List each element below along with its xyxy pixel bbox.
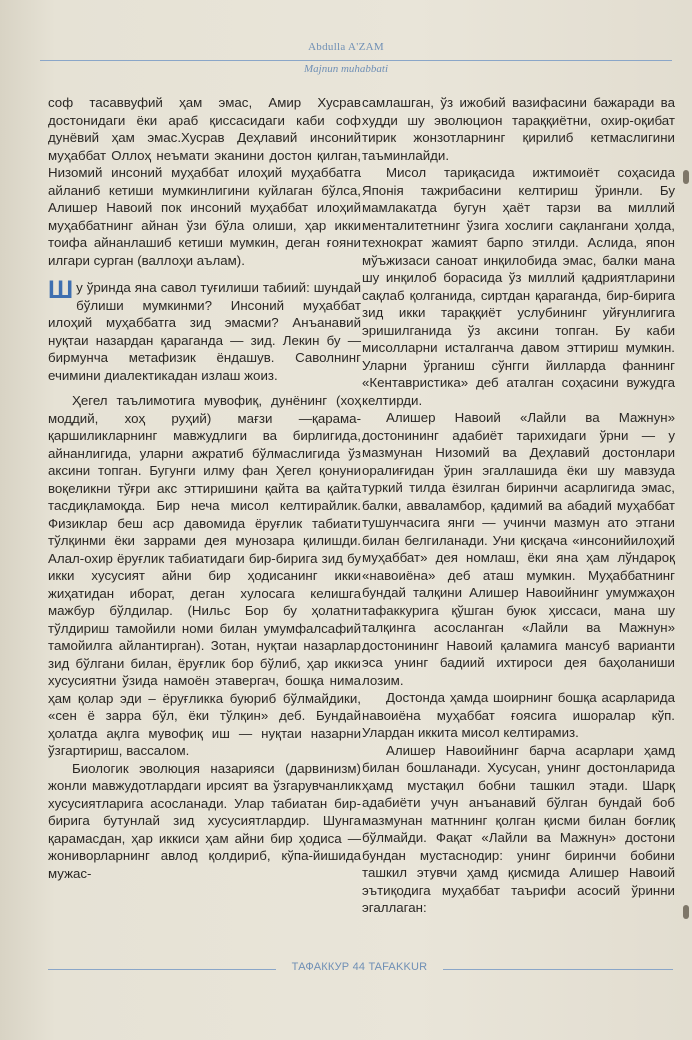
left-column — [48, 94, 361, 882]
paragraph: Ҳегел таълимотига мувофиқ, дунёнинг (хоҳ моддий, хоҳ руҳий) мағзи —қарама-қаршиликларнинг мавжудлиги ва бирлигида, айнанлигида, уларни ажратиб бўлмаслигида ўз аксини топган. Бугунги илму фан Ҳегел қонуни воқеликни тўғри акс эттиришини қайта ва қайта тасдиқламоқда. Бир неча мисол келтирайлик. Физиклар беш аср давомида ёруғлик табиати тўлқинми ёки заррами дея мунозара қилишди. Алал-охир ёруғлик табиатидаги бир-бирига зид бу икки хусусият айни бир ҳодисанинг икки жиҳатидан иборат, деган хулосага келишга мажбур бўлдилар. (Нильс Бор бу ҳолатни тўлдириш тамойили номи билан умумфалсафий тамойилга айлантирган). Зотан, нуқтаи назарлар зид бўлгани билан, ёруғлик бор бўлиб, ҳар икки хусусиятни ўзида намоён этавергач, бошқа нима ҳам қолар эди – ёруғликка буюриб бўлмайдики, «сен ё зарра бўл, ёки тўлқин» деб. Бундай ҳолатда ақлга мувофиқ иш — нуқтаи назарни ўзгартириш, вассалом. — [48, 393, 361, 758]
paragraph: самлашган, ўз ижобий вазифасини бажаради ва худди шу эволюцион тараққиётни, охир-оқибат тирик жонзотларнинг қирилиб кетмаслигини таъминлайди. — [362, 95, 675, 163]
running-header-title: Majnun muhabbati — [303, 63, 389, 75]
binding-mark — [683, 170, 689, 184]
paragraph: Мисол тариқасида ижтимоиёт соҳасида Японія тажрибасини келтириш ўринли. Бу мамлакатда бугун ҳаёт тарзи ва миллий менталитетнинг ўзига хослиги сақлангани ҳолда, технократ жамият барпо этилди. Аслида, япон мўъжизаси саноат инқилобида эмас, балки мана шу инқилоб борасида ўз миллий қадриятларини сақлаб қолганида, сиртдан қараганда, бир-бирига зид икки тараққиёт услубининг уйғунлигига эришилганида ўз аксини топган. Бу каби мисолларни исталганча давом эттириш мумкин. Уларни ўрганиш сўнгги йилларда фаннинг «Кентавристика» деб аталган соҳасини вужудга келтирди. — [362, 165, 675, 408]
right-column — [362, 94, 675, 917]
paragraph: соф тасаввуфий ҳам эмас, Амир Хусрав достонидаги ёки араб қиссасидаги каби соф дунёвий ҳам эмас.Хусрав Деҳлавий инсоний муҳаббат Оллоҳ неъмати эканини достон қилган, Низомий инсоний муҳаббат илоҳий муҳаббатга айланиб кетиши мумкинлигини куйлаган бўлса, Алишер Навоий пок инсоний муҳаббат илоҳий муҳаббатнинг айнан ўзи бўла олиши, ҳар икки тоифа айнанлашиб кетиши мумкин, деган ғояни илгари сурган (валлоҳи аълам). — [48, 95, 361, 268]
page-footer: ТАФАККУР 44 TAFAKKUR — [291, 961, 428, 973]
paragraph-with-dropcap — [48, 276, 361, 384]
running-header-author: Abdulla A'ZAM — [308, 41, 384, 53]
footer-divider-right — [443, 969, 673, 970]
paragraph: Биологик эволюция назарияси (дарвинизм) жонли мавжудотлардаги ирсият ва ўзгарувчанлик хусусиятларига асосланади. Улар табиатан бир-бирига бутунлай зид хусусиятлардир. Шунга қарамасдан, ҳар иккиси ҳам айни бир ҳодиса — жониворларнинг авлод қолдириб, кўпа-йишида мужас- — [48, 760, 361, 881]
paragraph: Алишер Навоий «Лайли ва Мажнун» достонининг адабиёт тарихидаги ўрни — у мазмунан Низомий ва Деҳлавий достонлари оралиғидан ўрин эгаллашида ёки шу мавзуда туркий тилда ёзилган биринчи асарлигида эмас, балки, авваламбор, қадимий ва абадий муҳаббат тушунчасига янги — учинчи мазмун ато этгани билан белгиланади. Уни қисқача «инсонийилоҳий муҳаббат» дея номлаш, ёки яна ҳам лўндароқ «навоиёна» деб аташ мумкин. Муҳаббатнинг бундай талқини Алишер Навоийнинг умумжаҳон тафаккурига қўшган буюк ҳиссаси, мана шу талқинга асосланган «Лайли ва Мажнун» достонининг Навоий қаламига мансуб варианти эса унинг бадиий ихтироси дея баҳоланиши лозим. — [362, 410, 675, 688]
paragraph: Алишер Навоийнинг барча асарлари ҳамд билан бошланади. Хусусан, унинг достонларида ҳамд мустақил бобни ташкил этади. Шарқ адабиёти учун анъанавий бўлган бундай боб мазмунан матннинг қолган қисми билан боғлиқ бўлмайди. Фақат «Лайли ва Мажнун» достони бундан мустаснодир: унинг биринчи бобини ташкил этувчи ҳамд қисмида Алишер Навоий эътиқодига муҳаббат таърифи асосий ўринни эгаллаган: — [362, 742, 675, 915]
footer-divider-left — [48, 969, 276, 970]
drop-cap: Ш — [48, 276, 74, 304]
header-divider — [40, 60, 672, 61]
binding-mark — [683, 905, 689, 919]
paragraph: Достонда ҳамда шоирнинг бошқа асарларида навоиёна муҳаббат ғоясига ишоралар кўп. Улардан иккита мисол келтирамиз. — [362, 690, 675, 740]
paragraph-text: у ўринда яна савол туғилиши табиий: шундай бўлиши мумкинми? Инсоний муҳаббат илоҳий муҳаббатга зид эмасми? Анъанавий нуқтаи назардан қараганда — зид. Лекин бу — бирмунча метафизик ёндашув. Саволнинг ечимини диалектикадан излаш жоиз. — [48, 280, 361, 383]
